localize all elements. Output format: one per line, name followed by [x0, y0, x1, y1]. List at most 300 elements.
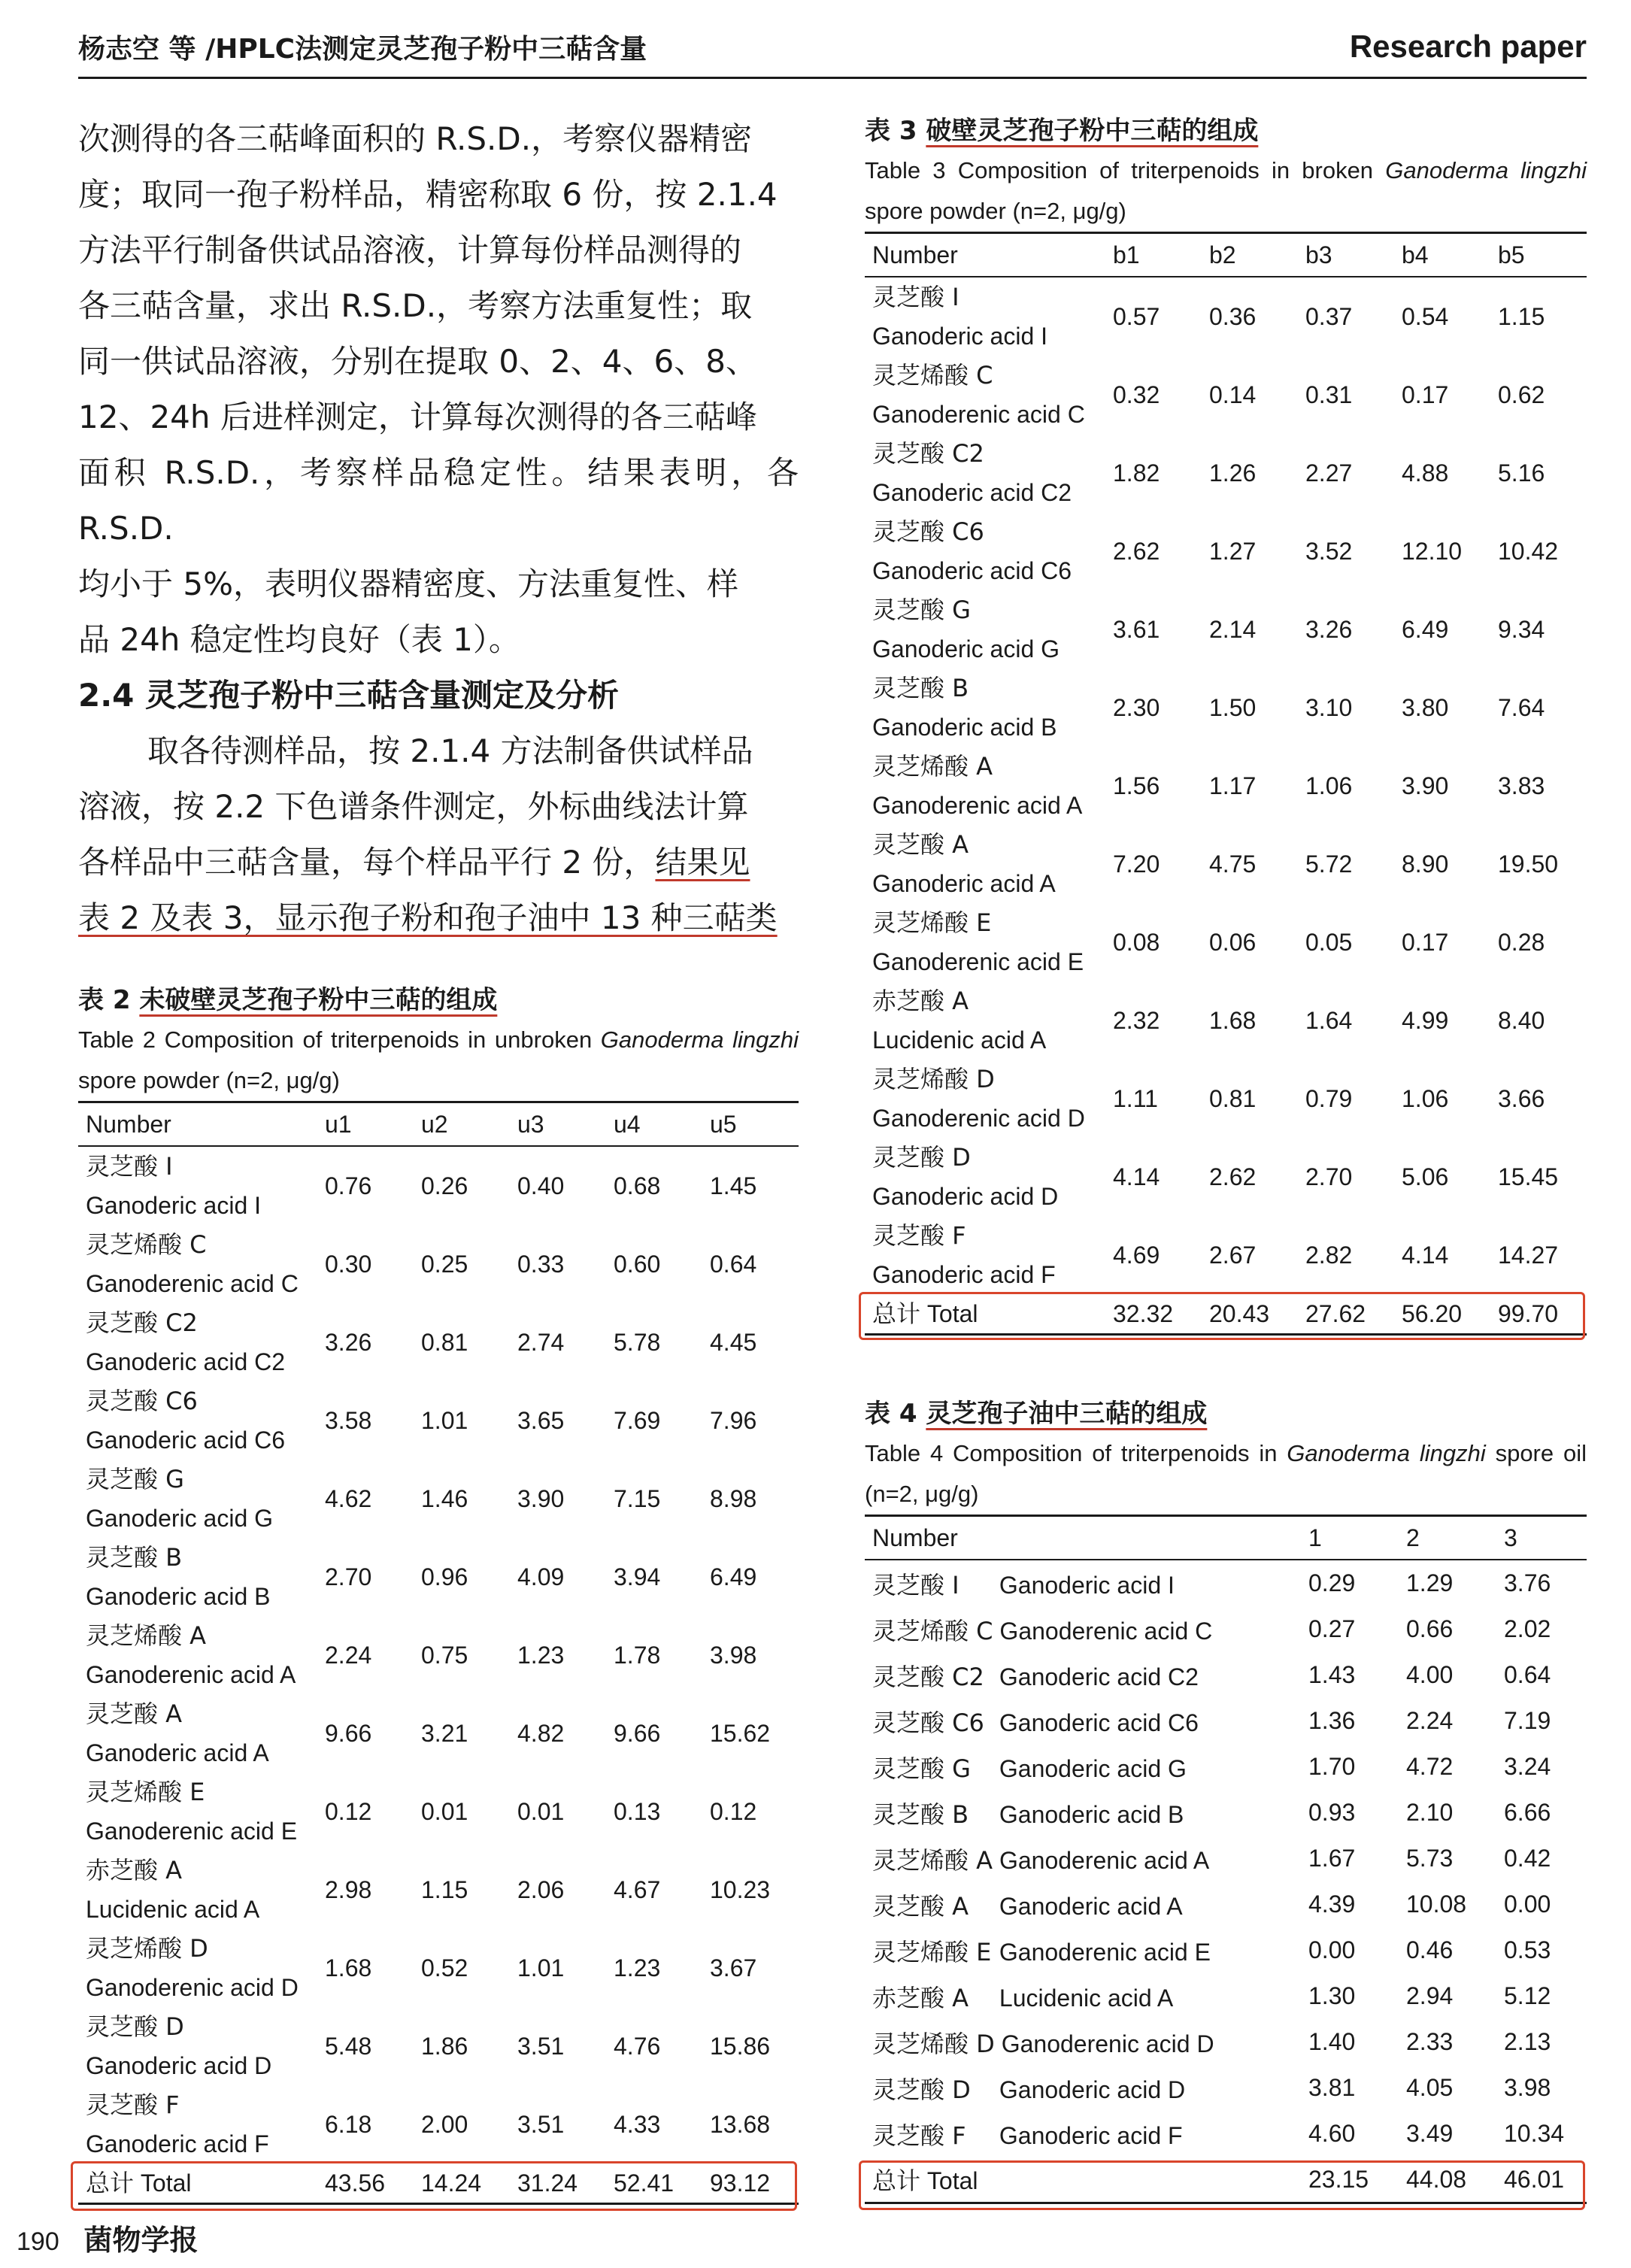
cell-value: 10.34	[1504, 2120, 1565, 2147]
para1-line: 同一供试品溶液，分别在提取 0、2、4、6、8、	[78, 343, 757, 380]
cell-value: 6.49	[1402, 616, 1449, 643]
cell-value: 1.86	[421, 2033, 468, 2060]
cell-value: 4.99	[1402, 1007, 1449, 1034]
cell-value: 1.45	[710, 1172, 757, 1199]
cell-value: 1.01	[517, 1954, 565, 1981]
total-value: 31.24	[517, 2169, 578, 2197]
cell-value: 3.90	[517, 1485, 565, 1512]
table-row	[78, 1694, 799, 1772]
compound-name-cn: 灵芝酸 B	[86, 1543, 183, 1572]
table-row	[865, 903, 1587, 981]
row-label	[78, 1772, 317, 1851]
cell-value: 1.15	[1498, 303, 1545, 330]
row-label	[865, 669, 1105, 747]
compound-name-en: Ganoderenic acid A	[86, 1661, 296, 1688]
table-row	[865, 277, 1587, 356]
compound-name-en: Lucidenic acid A	[86, 1896, 260, 1923]
cell-value: 2.33	[1406, 2028, 1454, 2055]
cell-value: 0.64	[710, 1251, 757, 1278]
cell-value: 1.17	[1209, 772, 1257, 799]
total-value: 20.43	[1209, 1300, 1270, 1327]
compound-name-cn: 灵芝烯酸 A	[872, 752, 993, 781]
compound-name-en: Ganoderenic acid E	[872, 948, 1084, 975]
cell-value: 14.27	[1498, 1242, 1559, 1269]
table-row	[865, 590, 1587, 669]
para2-line: 各样品中三萜含量，每个样品平行 2 份，结果见	[78, 844, 750, 881]
cell-value: 9.66	[325, 1720, 372, 1747]
compound-name-cn: 灵芝烯酸 C	[872, 361, 993, 390]
total-value: 56.20	[1402, 1300, 1463, 1327]
cell-value: 0.42	[1504, 1845, 1551, 1872]
column-header: u1	[325, 1110, 352, 1138]
total-label: 总计 Total	[86, 2169, 192, 2197]
cell-value: 2.13	[1504, 2028, 1551, 2055]
cell-value: 1.11	[1113, 1085, 1158, 1112]
cell-value: 2.06	[517, 1876, 565, 1903]
compound-name-cn: 灵芝烯酸 A	[86, 1621, 207, 1650]
row-label	[865, 2065, 1301, 2111]
row-label	[865, 1744, 1301, 1790]
total-value: 93.12	[710, 2169, 771, 2197]
cell-value: 4.14	[1402, 1242, 1449, 1269]
compound-name-cn: 灵芝酸 C2	[872, 1662, 984, 1691]
table-row	[865, 1790, 1587, 1836]
compound-name-en: Ganoderic acid F	[872, 1261, 1056, 1288]
compound-name-cn: 灵芝烯酸 A	[872, 1845, 993, 1875]
compound-name-cn: 灵芝酸 B	[872, 674, 969, 702]
section-heading: 2.4 灵芝孢子粉中三萜含量测定及分析	[78, 677, 620, 714]
column-header: b4	[1402, 241, 1429, 268]
cell-value: 4.82	[517, 1720, 565, 1747]
cell-value: 7.20	[1113, 850, 1160, 878]
row-label	[865, 1216, 1105, 1294]
cell-value: 6.18	[325, 2111, 372, 2138]
cell-value: 2.24	[1406, 1707, 1454, 1734]
compound-name-cn: 灵芝酸 D	[86, 2012, 184, 2041]
row-label	[865, 512, 1105, 590]
cell-value: 0.06	[1209, 929, 1257, 956]
compound-name-en: Ganoderic acid C2	[86, 1348, 286, 1375]
table-row	[865, 1216, 1587, 1294]
row-label	[865, 825, 1105, 903]
table-row	[865, 1973, 1587, 2019]
cell-value: 1.43	[1308, 1661, 1356, 1688]
compound-name-cn: 灵芝烯酸 D	[86, 1934, 208, 1963]
cell-value: 4.60	[1308, 2120, 1356, 2147]
table-row	[865, 1927, 1587, 1973]
cell-value: 6.66	[1504, 1799, 1551, 1826]
compound-name-cn: 灵芝烯酸 E	[872, 1937, 992, 1966]
row-label	[78, 2007, 317, 2085]
cell-value: 2.70	[1305, 1163, 1353, 1190]
table-row	[865, 2019, 1587, 2065]
compound-name-en: Ganoderic acid I	[86, 1192, 262, 1219]
cell-value: 3.10	[1305, 694, 1353, 721]
compound-name-en: Ganoderenic acid C	[993, 1617, 1213, 1645]
cell-value: 2.74	[517, 1329, 565, 1356]
compound-name-cn: 灵芝烯酸 C	[872, 1616, 993, 1645]
cell-value: 9.66	[614, 1720, 661, 1747]
compound-name-en: Ganoderic acid D	[872, 1183, 1059, 1210]
row-label	[78, 1225, 317, 1303]
cell-value: 0.29	[1308, 1569, 1356, 1596]
cell-value: 0.60	[614, 1251, 661, 1278]
column-header: b1	[1113, 241, 1140, 268]
cell-value: 1.29	[1406, 1569, 1454, 1596]
cell-value: 0.79	[1305, 1085, 1353, 1112]
table-row	[78, 2085, 799, 2163]
column-header: u3	[517, 1110, 544, 1138]
cell-value: 0.00	[1504, 1891, 1551, 1918]
compound-name-cn: 灵芝酸 D	[872, 2075, 971, 2104]
cell-value: 7.96	[710, 1407, 757, 1434]
cell-value: 12.10	[1402, 538, 1463, 565]
cell-value: 4.72	[1406, 1753, 1454, 1780]
table-row	[78, 1146, 799, 1225]
total-label: 总计 Total	[872, 1300, 978, 1327]
row-label	[865, 2019, 1301, 2065]
cell-value: 1.64	[1305, 1007, 1353, 1034]
cell-value: 0.01	[421, 1798, 468, 1825]
underlined-text: 结果见	[655, 844, 750, 881]
cell-value: 3.51	[517, 2033, 565, 2060]
cell-value: 0.12	[710, 1798, 757, 1825]
para1-line: 均小于 5%，表明仪器精密度、方法重复性、样	[78, 565, 738, 602]
para2-line: 溶液，按 2.2 下色谱条件测定，外标曲线法计算	[78, 788, 749, 825]
page-number: 190	[17, 2227, 59, 2256]
table3	[865, 232, 1587, 1336]
cell-value: 3.80	[1402, 694, 1449, 721]
table-row	[865, 1652, 1587, 1698]
table-row	[865, 356, 1587, 434]
cell-value: 2.94	[1406, 1982, 1454, 2009]
cell-value: 0.53	[1504, 1936, 1551, 1963]
cell-value: 3.83	[1498, 772, 1545, 799]
table3-wrap	[865, 232, 1587, 1336]
compound-name-cn: 灵芝酸 C2	[872, 439, 984, 468]
cell-value: 1.67	[1308, 1845, 1356, 1872]
compound-name-en: Ganoderic acid F	[993, 2121, 1183, 2149]
compound-name-en: Lucidenic acid A	[993, 1984, 1174, 2012]
cell-value: 2.32	[1113, 1007, 1160, 1034]
cell-value: 1.56	[1113, 772, 1160, 799]
cell-value: 3.52	[1305, 538, 1353, 565]
column-header: 2	[1406, 1524, 1420, 1551]
cell-value: 2.82	[1305, 1242, 1353, 1269]
cell-value: 5.73	[1406, 1845, 1454, 1872]
compound-name-cn: 灵芝酸 C6	[872, 517, 984, 546]
compound-name-cn: 灵芝烯酸 C	[86, 1230, 207, 1259]
total-value: 23.15	[1308, 2165, 1369, 2193]
row-label	[78, 1303, 317, 1381]
cell-value: 0.12	[325, 1798, 372, 1825]
table4-caption: 表 4 灵芝孢子油中三萜的组成 Table 4 Composition of triterpenoids in Ganoderma lingzhi spore oil (n=2, μg/g)	[865, 1399, 1587, 1507]
row-label	[865, 747, 1105, 825]
cell-value: 15.62	[710, 1720, 771, 1747]
compound-name-cn: 灵芝酸 G	[872, 1754, 971, 1783]
para1-line: 度；取同一孢子粉样品，精密称取 6 份，按 2.1.4	[78, 176, 778, 213]
cell-value: 0.14	[1209, 381, 1257, 408]
row-label	[865, 1606, 1301, 1652]
cell-value: 0.17	[1402, 929, 1449, 956]
row-label	[78, 1538, 317, 1616]
compound-name-en: Ganoderic acid B	[86, 1583, 271, 1610]
row-label	[865, 1836, 1301, 1881]
row-label	[865, 1881, 1301, 1927]
compound-name-en: Lucidenic acid A	[872, 1026, 1047, 1054]
cell-value: 0.75	[421, 1642, 468, 1669]
table-row	[78, 1772, 799, 1851]
cell-value: 4.62	[325, 1485, 372, 1512]
cell-value: 0.25	[421, 1251, 468, 1278]
compound-name-cn: 灵芝烯酸 E	[86, 1778, 205, 1806]
cell-value: 1.36	[1308, 1707, 1356, 1734]
para1-line: 12、24h 后进样测定，计算每次测得的各三萜峰	[78, 399, 757, 435]
table3-caption: 表 3 破壁灵芝孢子粉中三萜的组成 Table 3 Composition of triterpenoids in broken Ganoderma lingzhi spore powder (n=2, μg/g)	[865, 116, 1587, 224]
cell-value: 19.50	[1498, 850, 1559, 878]
column-header: 1	[1308, 1524, 1322, 1551]
cell-value: 2.14	[1209, 616, 1257, 643]
table-row	[78, 1303, 799, 1381]
cell-value: 3.61	[1113, 616, 1160, 643]
compound-name-en: Ganoderic acid C2	[872, 479, 1072, 506]
compound-name-en: Ganoderic acid A	[872, 870, 1056, 897]
para1-line: 次测得的各三萜峰面积的 R.S.D.，考察仪器精密	[78, 120, 753, 157]
table-row	[865, 825, 1587, 903]
compound-name-en: Ganoderic acid G	[86, 1505, 274, 1532]
table-row	[78, 1929, 799, 2007]
cell-value: 1.06	[1305, 772, 1353, 799]
para1-line: 品 24h 稳定性均良好（表 1）。	[78, 621, 520, 658]
row-label	[78, 2085, 317, 2163]
cell-value: 10.23	[710, 1876, 771, 1903]
compound-name-cn: 灵芝酸 C6	[86, 1387, 198, 1415]
cell-value: 4.75	[1209, 850, 1257, 878]
cell-value: 5.06	[1402, 1163, 1449, 1190]
cell-value: 1.23	[517, 1642, 565, 1669]
table-row	[78, 1616, 799, 1694]
cell-value: 4.39	[1308, 1891, 1356, 1918]
cell-value: 8.40	[1498, 1007, 1545, 1034]
compound-name-en: Ganoderenic acid E	[993, 1938, 1211, 1966]
column-header: u5	[710, 1110, 737, 1138]
row-label	[78, 1146, 317, 1225]
compound-name-en: Ganoderenic acid A	[993, 1846, 1210, 1874]
compound-name-cn: 灵芝酸 C6	[872, 1708, 984, 1737]
compound-name-cn: 灵芝酸 D	[872, 1143, 971, 1172]
cell-value: 15.45	[1498, 1163, 1559, 1190]
cell-value: 3.21	[421, 1720, 468, 1747]
cell-value: 1.27	[1209, 538, 1257, 565]
total-value: 46.01	[1504, 2165, 1565, 2193]
cell-value: 3.98	[710, 1642, 757, 1669]
cell-value: 0.30	[325, 1251, 372, 1278]
para1-line: 面积 R.S.D.，考察样品稳定性。结果表明，各 R.S.D.	[78, 454, 799, 547]
column-header: b2	[1209, 241, 1236, 268]
cell-value: 4.45	[710, 1329, 757, 1356]
cell-value: 0.96	[421, 1563, 468, 1590]
table-row	[865, 2111, 1587, 2157]
compound-name-en: Ganoderic acid C2	[993, 1663, 1199, 1690]
underlined-text: 表 2 及表 3，显示孢子粉和孢子油中 13 种三萜类	[78, 899, 778, 936]
cell-value: 5.12	[1504, 1982, 1551, 2009]
cell-value: 0.54	[1402, 303, 1449, 330]
running-head	[78, 23, 1587, 71]
cell-value: 4.14	[1113, 1163, 1160, 1190]
cell-value: 4.09	[517, 1563, 565, 1590]
compound-name-cn: 灵芝酸 F	[872, 2121, 966, 2150]
cell-value: 0.08	[1113, 929, 1160, 956]
cell-value: 3.58	[325, 1407, 372, 1434]
table-row	[78, 1538, 799, 1616]
cell-value: 0.81	[421, 1329, 468, 1356]
total-value: 52.41	[614, 2169, 675, 2197]
row-label	[78, 1851, 317, 1929]
table-row	[865, 747, 1587, 825]
caption-title-underlined: 破壁灵芝孢子粉中三萜的组成	[926, 116, 1259, 146]
right-column	[865, 111, 1587, 2204]
compound-name-cn: 灵芝酸 B	[872, 1800, 969, 1829]
compound-name-cn: 灵芝酸 A	[872, 1891, 969, 1921]
cell-value: 3.90	[1402, 772, 1449, 799]
cell-value: 0.05	[1305, 929, 1353, 956]
cell-value: 7.15	[614, 1485, 661, 1512]
compound-name-en: Ganoderenic acid C	[86, 1270, 299, 1297]
cell-value: 0.01	[517, 1798, 565, 1825]
cell-value: 0.36	[1209, 303, 1257, 330]
total-value: 14.24	[421, 2169, 482, 2197]
para2-line	[78, 890, 799, 946]
row-label	[865, 903, 1105, 981]
compound-name-en: Ganoderic acid F	[86, 2130, 269, 2157]
cell-value: 4.76	[614, 2033, 661, 2060]
cell-value: 9.34	[1498, 616, 1545, 643]
compound-name-cn: 灵芝烯酸 D	[872, 1065, 995, 1093]
cell-value: 7.64	[1498, 694, 1545, 721]
table-row	[865, 512, 1587, 590]
running-head-type: Research paper	[1349, 29, 1587, 64]
table-row	[865, 2065, 1587, 2111]
compound-name-en: Ganoderenic acid D	[86, 1974, 299, 2001]
compound-name-en: Ganoderic acid C6	[872, 557, 1072, 584]
cell-value: 3.26	[325, 1329, 372, 1356]
compound-name-cn: 赤芝酸 A	[86, 1856, 183, 1884]
total-value: 44.08	[1406, 2165, 1467, 2193]
row-label	[78, 1616, 317, 1694]
cell-value: 0.13	[614, 1798, 661, 1825]
cell-value: 2.24	[325, 1642, 372, 1669]
row-label	[865, 1927, 1301, 1973]
table-row	[78, 1851, 799, 1929]
table-row	[865, 1060, 1587, 1138]
compound-name-cn: 灵芝酸 G	[872, 596, 971, 624]
paragraph-2	[78, 723, 799, 946]
cell-value: 0.37	[1305, 303, 1353, 330]
cell-value: 5.48	[325, 2033, 372, 2060]
cell-value: 2.02	[1504, 1615, 1551, 1642]
compound-name-cn: 赤芝酸 A	[872, 1983, 969, 2012]
cell-value: 8.90	[1402, 850, 1449, 878]
cell-value: 0.68	[614, 1172, 661, 1199]
cell-value: 0.27	[1308, 1615, 1356, 1642]
column-header: u4	[614, 1110, 641, 1138]
cell-value: 3.26	[1305, 616, 1353, 643]
cell-value: 0.62	[1498, 381, 1545, 408]
cell-value: 1.26	[1209, 459, 1257, 487]
cell-value: 2.30	[1113, 694, 1160, 721]
cell-value: 1.78	[614, 1642, 661, 1669]
row-label	[78, 1381, 317, 1460]
row-label	[865, 1652, 1301, 1698]
cell-value: 0.40	[517, 1172, 565, 1199]
compound-name-en: Ganoderic acid I	[993, 1571, 1175, 1599]
para2-line: 取各待测样品，按 2.1.4 方法制备供试样品	[147, 732, 753, 769]
cell-value: 10.08	[1406, 1891, 1467, 1918]
total-label: 总计 Total	[872, 2167, 978, 2194]
cell-value: 0.52	[421, 1954, 468, 1981]
running-head-title: 杨志空 等 /HPLC法测定灵芝孢子粉中三萜含量	[78, 33, 647, 65]
table-row	[865, 1836, 1587, 1881]
total-value: 32.32	[1113, 1300, 1174, 1327]
compound-name-cn: 灵芝烯酸 E	[872, 908, 992, 937]
compound-name-en: Ganoderic acid B	[993, 1800, 1184, 1828]
compound-name-cn: 灵芝酸 F	[872, 1221, 966, 1250]
caption-title-underlined: 灵芝孢子油中三萜的组成	[926, 1399, 1208, 1429]
table-row	[865, 1138, 1587, 1216]
cell-value: 3.98	[1504, 2074, 1551, 2101]
cell-value: 2.62	[1209, 1163, 1257, 1190]
compound-name-cn: 灵芝酸 A	[86, 1699, 183, 1728]
cell-value: 6.49	[710, 1563, 757, 1590]
cell-value: 1.82	[1113, 459, 1160, 487]
cell-value: 0.81	[1209, 1085, 1257, 1112]
cell-value: 3.24	[1504, 1753, 1551, 1780]
cell-value: 3.49	[1406, 2120, 1454, 2147]
table-row	[865, 669, 1587, 747]
left-column	[78, 111, 799, 2205]
cell-value: 1.30	[1308, 1982, 1356, 2009]
row-label	[865, 1790, 1301, 1836]
cell-value: 1.06	[1402, 1085, 1449, 1112]
row-label	[865, 981, 1105, 1060]
row-label	[865, 356, 1105, 434]
cell-value: 2.70	[325, 1563, 372, 1590]
cell-value: 2.67	[1209, 1242, 1257, 1269]
cell-value: 4.67	[614, 1876, 661, 1903]
row-label	[78, 1929, 317, 2007]
compound-name-en: Ganoderic acid A	[993, 1892, 1183, 1920]
row-label	[865, 1560, 1301, 1606]
table-row	[865, 1881, 1587, 1927]
compound-name-en: Ganoderenic acid D	[872, 1105, 1085, 1132]
cell-value: 10.42	[1498, 538, 1559, 565]
cell-value: 7.19	[1504, 1707, 1551, 1734]
column-header: 3	[1504, 1524, 1517, 1551]
cell-value: 1.68	[1209, 1007, 1257, 1034]
cell-value: 0.26	[421, 1172, 468, 1199]
compound-name-cn: 赤芝酸 A	[872, 987, 969, 1015]
para1-line: 方法平行制备供试品溶液，计算每份样品测得的	[78, 232, 742, 268]
table2-caption: 表 2 未破壁灵芝孢子粉中三萜的组成 Table 2 Composition of triterpenoids in unbroken Ganoderma lingzhi spore powder (n=2, μg/g)	[78, 985, 799, 1093]
compound-name-cn: 灵芝酸 I	[872, 283, 960, 311]
cell-value: 8.98	[710, 1485, 757, 1512]
cell-value: 13.68	[710, 2111, 771, 2138]
cell-value: 7.69	[614, 1407, 661, 1434]
cell-value: 0.31	[1305, 381, 1353, 408]
compound-name-en: Ganoderic acid B	[872, 714, 1057, 741]
cell-value: 1.40	[1308, 2028, 1356, 2055]
compound-name-cn: 灵芝酸 I	[872, 1570, 960, 1599]
